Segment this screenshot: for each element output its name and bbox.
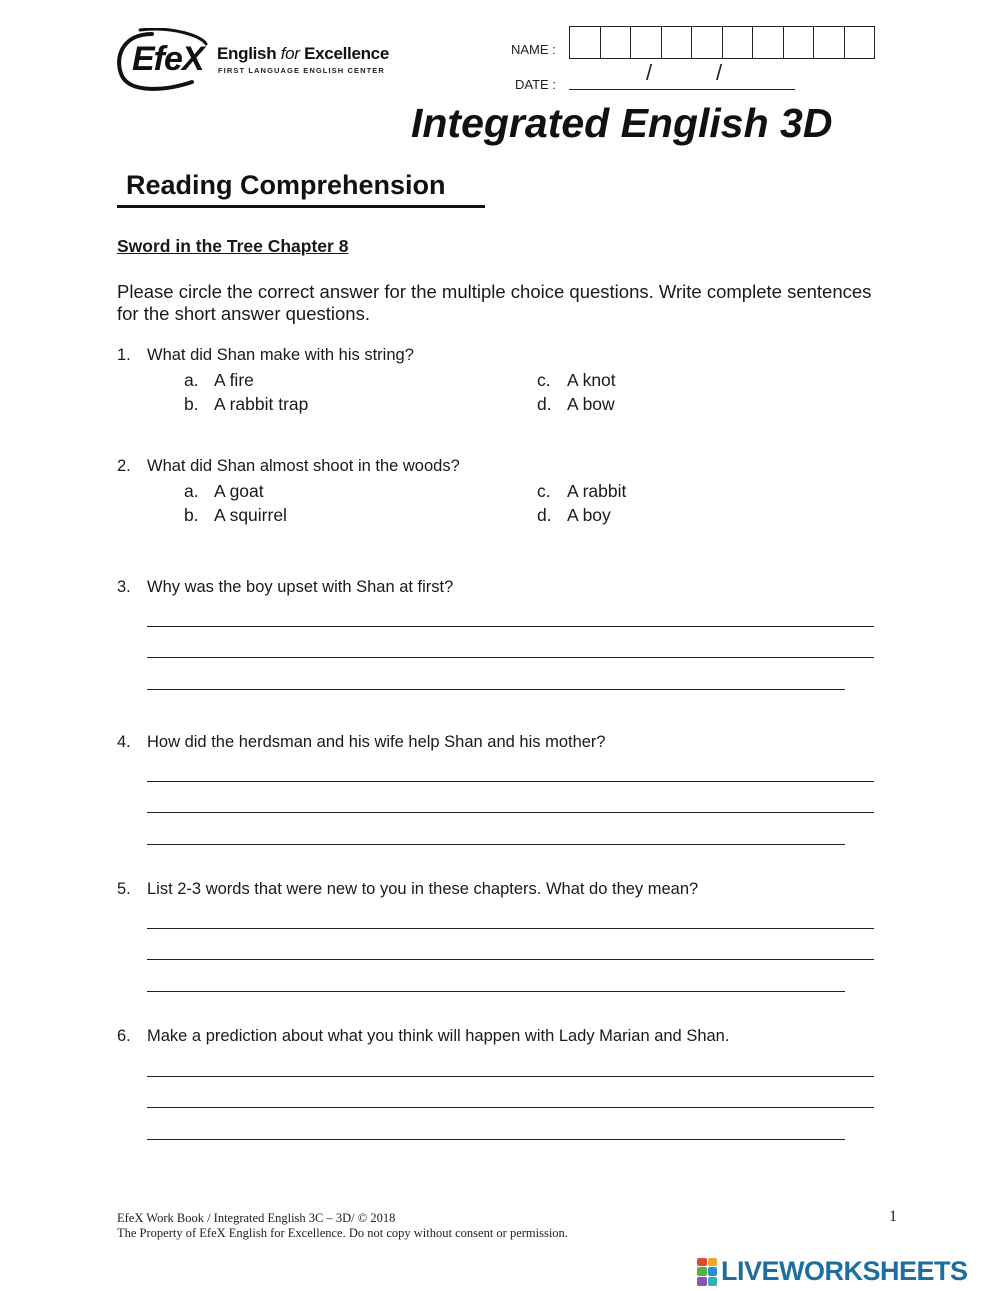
answer-line[interactable] [147, 1107, 874, 1108]
date-label: DATE : [515, 77, 556, 92]
date-field[interactable] [569, 89, 795, 90]
name-box[interactable] [601, 27, 632, 58]
question-number: 1. [117, 346, 131, 364]
question-text: What did Shan almost shoot in the woods? [147, 457, 460, 475]
answer-line[interactable] [147, 1139, 845, 1140]
question-text: What did Shan make with his string? [147, 346, 414, 364]
name-box[interactable] [723, 27, 754, 58]
footer-line: EfeX Work Book / Integrated English 3C – 3D/ © 2018 [117, 1211, 396, 1225]
chapter-title: Sword in the Tree Chapter 8 [117, 236, 349, 256]
name-box[interactable] [631, 27, 662, 58]
section-underline [117, 205, 485, 208]
name-label: NAME : [511, 42, 556, 57]
liveworksheets-text: LIVEWORKSHEETS [721, 1256, 968, 1286]
logo-subtitle: FIRST LANGUAGE ENGLISH CENTER [218, 66, 385, 75]
answer-line[interactable] [147, 844, 845, 845]
name-box[interactable] [784, 27, 815, 58]
name-box[interactable] [570, 27, 601, 58]
efex-logo-mark: EfeX [132, 40, 204, 78]
answer-line[interactable] [147, 781, 874, 782]
option-2d[interactable]: d. A boy [537, 505, 611, 525]
question-text: Why was the boy upset with Shan at first? [147, 578, 454, 596]
answer-line[interactable] [147, 1076, 874, 1077]
liveworksheets-logo-icon [697, 1258, 717, 1286]
name-box[interactable] [753, 27, 784, 58]
answer-line[interactable] [147, 928, 874, 929]
section-title: Reading Comprehension [126, 170, 446, 200]
date-slash: / [716, 60, 723, 85]
logo-title: English for Excellence [217, 44, 389, 63]
answer-line[interactable] [147, 689, 845, 690]
name-field[interactable] [569, 26, 875, 59]
question-text: Make a prediction about what you think will happen with Lady Marian and Shan. [147, 1027, 730, 1045]
option-1c[interactable]: c. A knot [537, 370, 616, 390]
answer-line[interactable] [147, 812, 874, 813]
footer-line: The Property of EfeX English for Excellence. Do not copy without consent or permission. [117, 1226, 568, 1240]
option-2b[interactable]: b. A squirrel [184, 505, 287, 525]
date-slash: / [646, 60, 653, 85]
name-box[interactable] [814, 27, 845, 58]
option-1d[interactable]: d. A bow [537, 394, 615, 414]
option-1b[interactable]: b. A rabbit trap [184, 394, 309, 414]
question-number: 3. [117, 578, 131, 596]
page-title: Integrated English 3D [411, 100, 833, 146]
question-number: 2. [117, 457, 131, 475]
option-1a[interactable]: a. A fire [184, 370, 254, 390]
page-number: 1 [889, 1208, 897, 1225]
answer-line[interactable] [147, 657, 874, 658]
answer-line[interactable] [147, 959, 874, 960]
option-2c[interactable]: c. A rabbit [537, 481, 627, 501]
name-box[interactable] [845, 27, 875, 58]
question-number: 5. [117, 880, 131, 898]
name-box[interactable] [692, 27, 723, 58]
answer-line[interactable] [147, 991, 845, 992]
name-box[interactable] [662, 27, 693, 58]
option-2a[interactable]: a. A goat [184, 481, 264, 501]
question-text: How did the herdsman and his wife help Shan and his mother? [147, 733, 606, 751]
footer [117, 1211, 568, 1241]
instructions: Please circle the correct answer for the multiple choice questions. Write complete sentences for the short answer questions. [117, 281, 872, 324]
question-number: 4. [117, 733, 131, 751]
answer-line[interactable] [147, 626, 874, 627]
question-number: 6. [117, 1027, 131, 1045]
question-text: List 2-3 words that were new to you in these chapters. What do they mean? [147, 880, 699, 898]
liveworksheets-watermark [697, 1256, 968, 1287]
